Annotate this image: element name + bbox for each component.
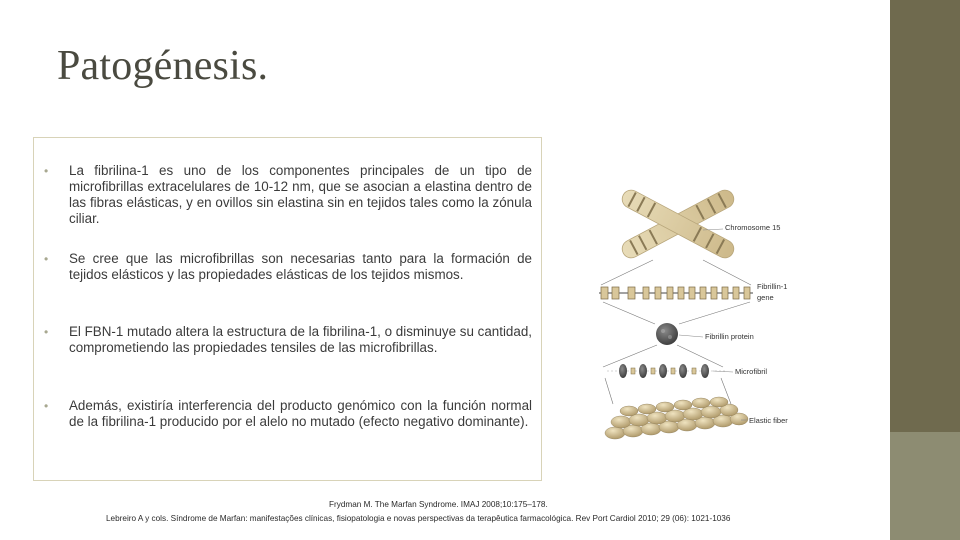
- bullet-item: [44, 398, 532, 430]
- content-box: [33, 137, 542, 481]
- elastic-fiber-label: Elastic fiber: [749, 416, 788, 425]
- microfibril-graphic: [607, 364, 767, 378]
- bullet-text: Además, existiría interferencia del producto genómico con la función normal de la fibrilina-1 producido por el alelo no mutado (efecto negativo dominante).: [69, 398, 532, 429]
- gene-graphic: [599, 282, 787, 302]
- decorative-sidebar-bottom: [890, 432, 960, 540]
- protein-label: Fibrillin protein: [705, 332, 754, 341]
- bullet-text: El FBN-1 mutado altera la estructura de la fibrilina-1, o disminuye su cantidad, comprometiendo las propiedades tensiles de las microfibrillas.: [69, 324, 532, 355]
- fibrillin-diagram: [593, 152, 868, 448]
- bullet-item: [44, 163, 532, 227]
- reference-1: Frydman M. The Marfan Syndrome. IMAJ 2008;10:175–178.: [329, 500, 548, 509]
- decorative-sidebar-top: [890, 0, 960, 432]
- slide-title: Patogénesis.: [57, 43, 269, 89]
- bullet-dot: •: [44, 325, 49, 339]
- chromosome-label: Chromosome 15: [725, 223, 781, 232]
- bullet-item: [44, 324, 532, 356]
- gene-label-line1: Fibrillin-1: [757, 282, 788, 291]
- bullet-text: Se cree que las microfibrillas son necesarias tanto para la formación de tejidos elásticos y las propiedades elásticas de los tejidos mismos.: [69, 251, 532, 282]
- bullet-text: La fibrilina-1 es uno de los componentes principales de un tipo de microfibrillas extracelulares de 10-12 nm, que se asocian a elastina dentro de las fibras elásticas, y en ovillos sin elastina sin en tejidos tales como la zónula ciliar.: [69, 163, 532, 226]
- reference-2: Lebreiro A y cols. Síndrome de Marfan: manifestações clínicas, fisiopatologia e novas perspectivas da terapêutica farmacológica. Rev Port Cardiol 2010; 29 (06): 1021-1036: [106, 514, 731, 523]
- fibrillin-diagram-svg: [593, 152, 868, 448]
- elastic-fiber-graphic: [605, 397, 788, 439]
- gene-label-line2: gene: [757, 293, 774, 302]
- chromosome-graphic: [619, 187, 780, 261]
- bullet-item: [44, 251, 532, 283]
- bullet-dot: •: [44, 252, 49, 266]
- protein-graphic: [656, 323, 754, 345]
- bullet-dot: •: [44, 164, 49, 178]
- bullet-dot: •: [44, 399, 49, 413]
- microfibril-label: Microfibril: [735, 367, 768, 376]
